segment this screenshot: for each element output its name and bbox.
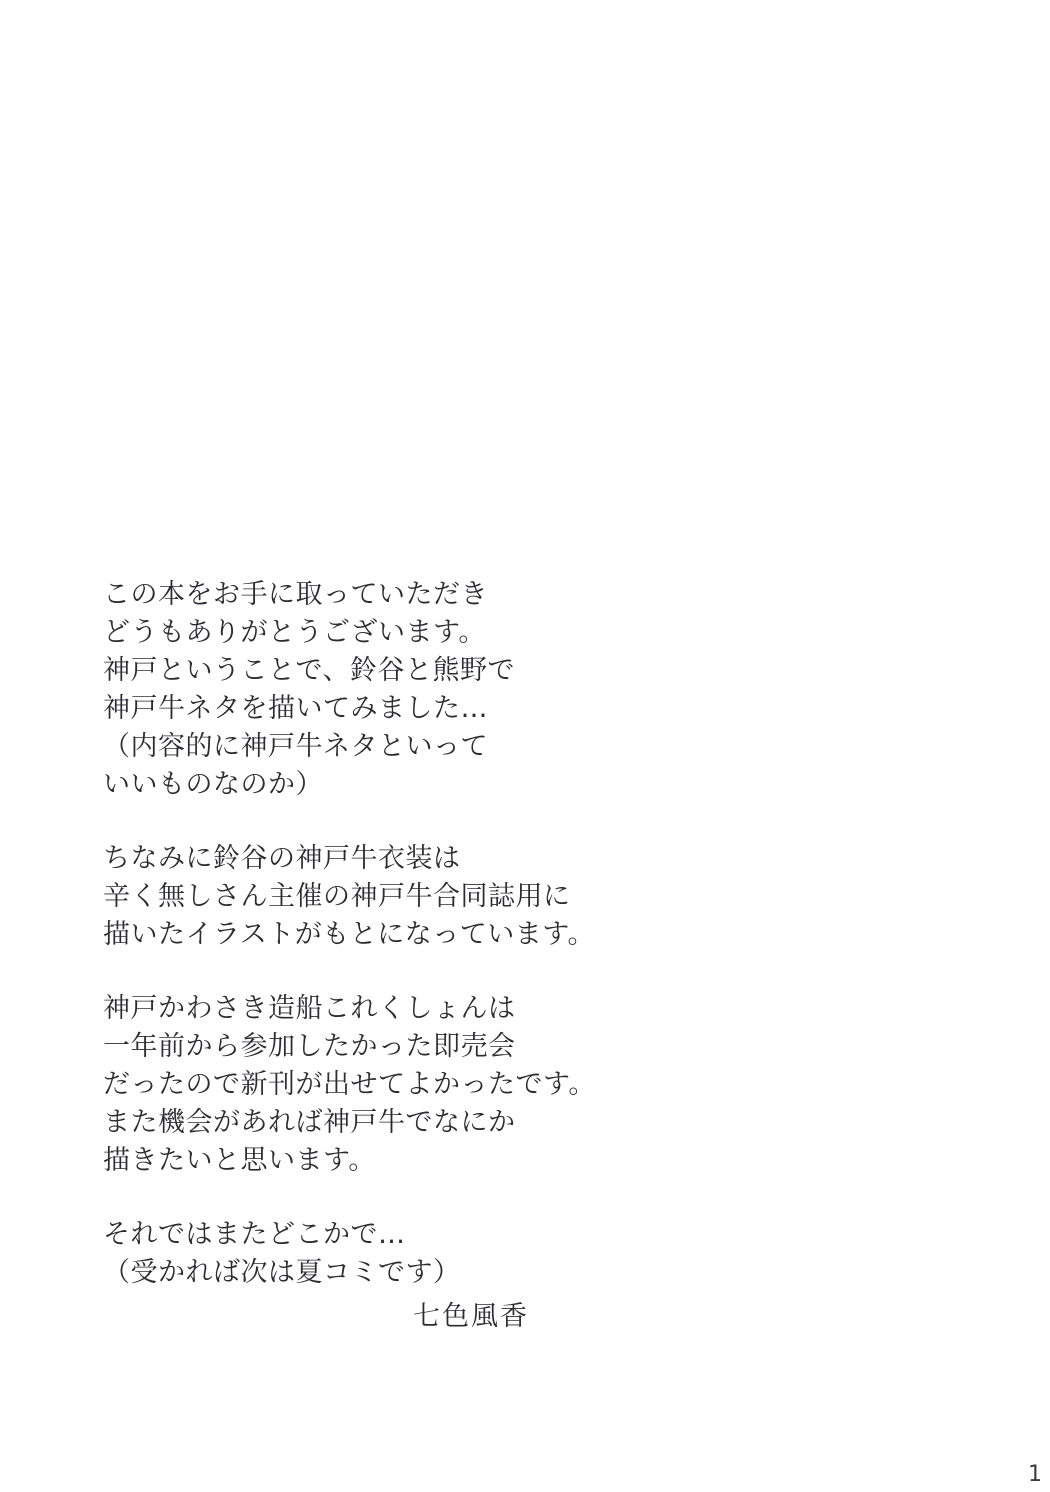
paragraph-1 <box>103 576 803 804</box>
text-line: （受かれば次は夏コミです） <box>103 1257 461 1288</box>
page-number: 1 <box>1028 1462 1042 1487</box>
text-line: この本をお手に取っていただき <box>103 579 488 610</box>
text-line: どうもありがとうございます。 <box>103 617 486 648</box>
text-line: 神戸かわさき造船これくしょんは <box>103 993 516 1024</box>
text-line: 神戸牛ネタを描いてみました… <box>103 693 488 724</box>
author-signature: 七色風香 <box>413 1301 529 1332</box>
text-line: だったので新刊が出せてよかったです。 <box>103 1069 596 1100</box>
text-line: ちなみに鈴谷の神戸牛衣装は <box>103 843 461 874</box>
text-line: 辛く無しさん主催の神戸牛合同誌用に <box>103 881 571 912</box>
text-line: 描きたいと思います。 <box>103 1145 376 1176</box>
paragraph-4 <box>103 1216 803 1336</box>
text-line: それではまたどこかで… <box>103 1219 406 1250</box>
text-line: いいものなのか） <box>103 769 323 800</box>
paragraph-2 <box>103 840 803 954</box>
paragraph-3 <box>103 990 803 1180</box>
text-line: 神戸ということで、鈴谷と熊野で <box>103 655 515 686</box>
text-line: また機会があれば神戸牛でなにか <box>103 1107 516 1138</box>
text-line: 描いたイラストがもとになっています。 <box>103 919 596 950</box>
afterword-text-block <box>103 576 803 1336</box>
text-line: （内容的に神戸牛ネタといって <box>103 731 488 762</box>
text-line: 一年前から参加したかった即売会 <box>103 1031 516 1062</box>
